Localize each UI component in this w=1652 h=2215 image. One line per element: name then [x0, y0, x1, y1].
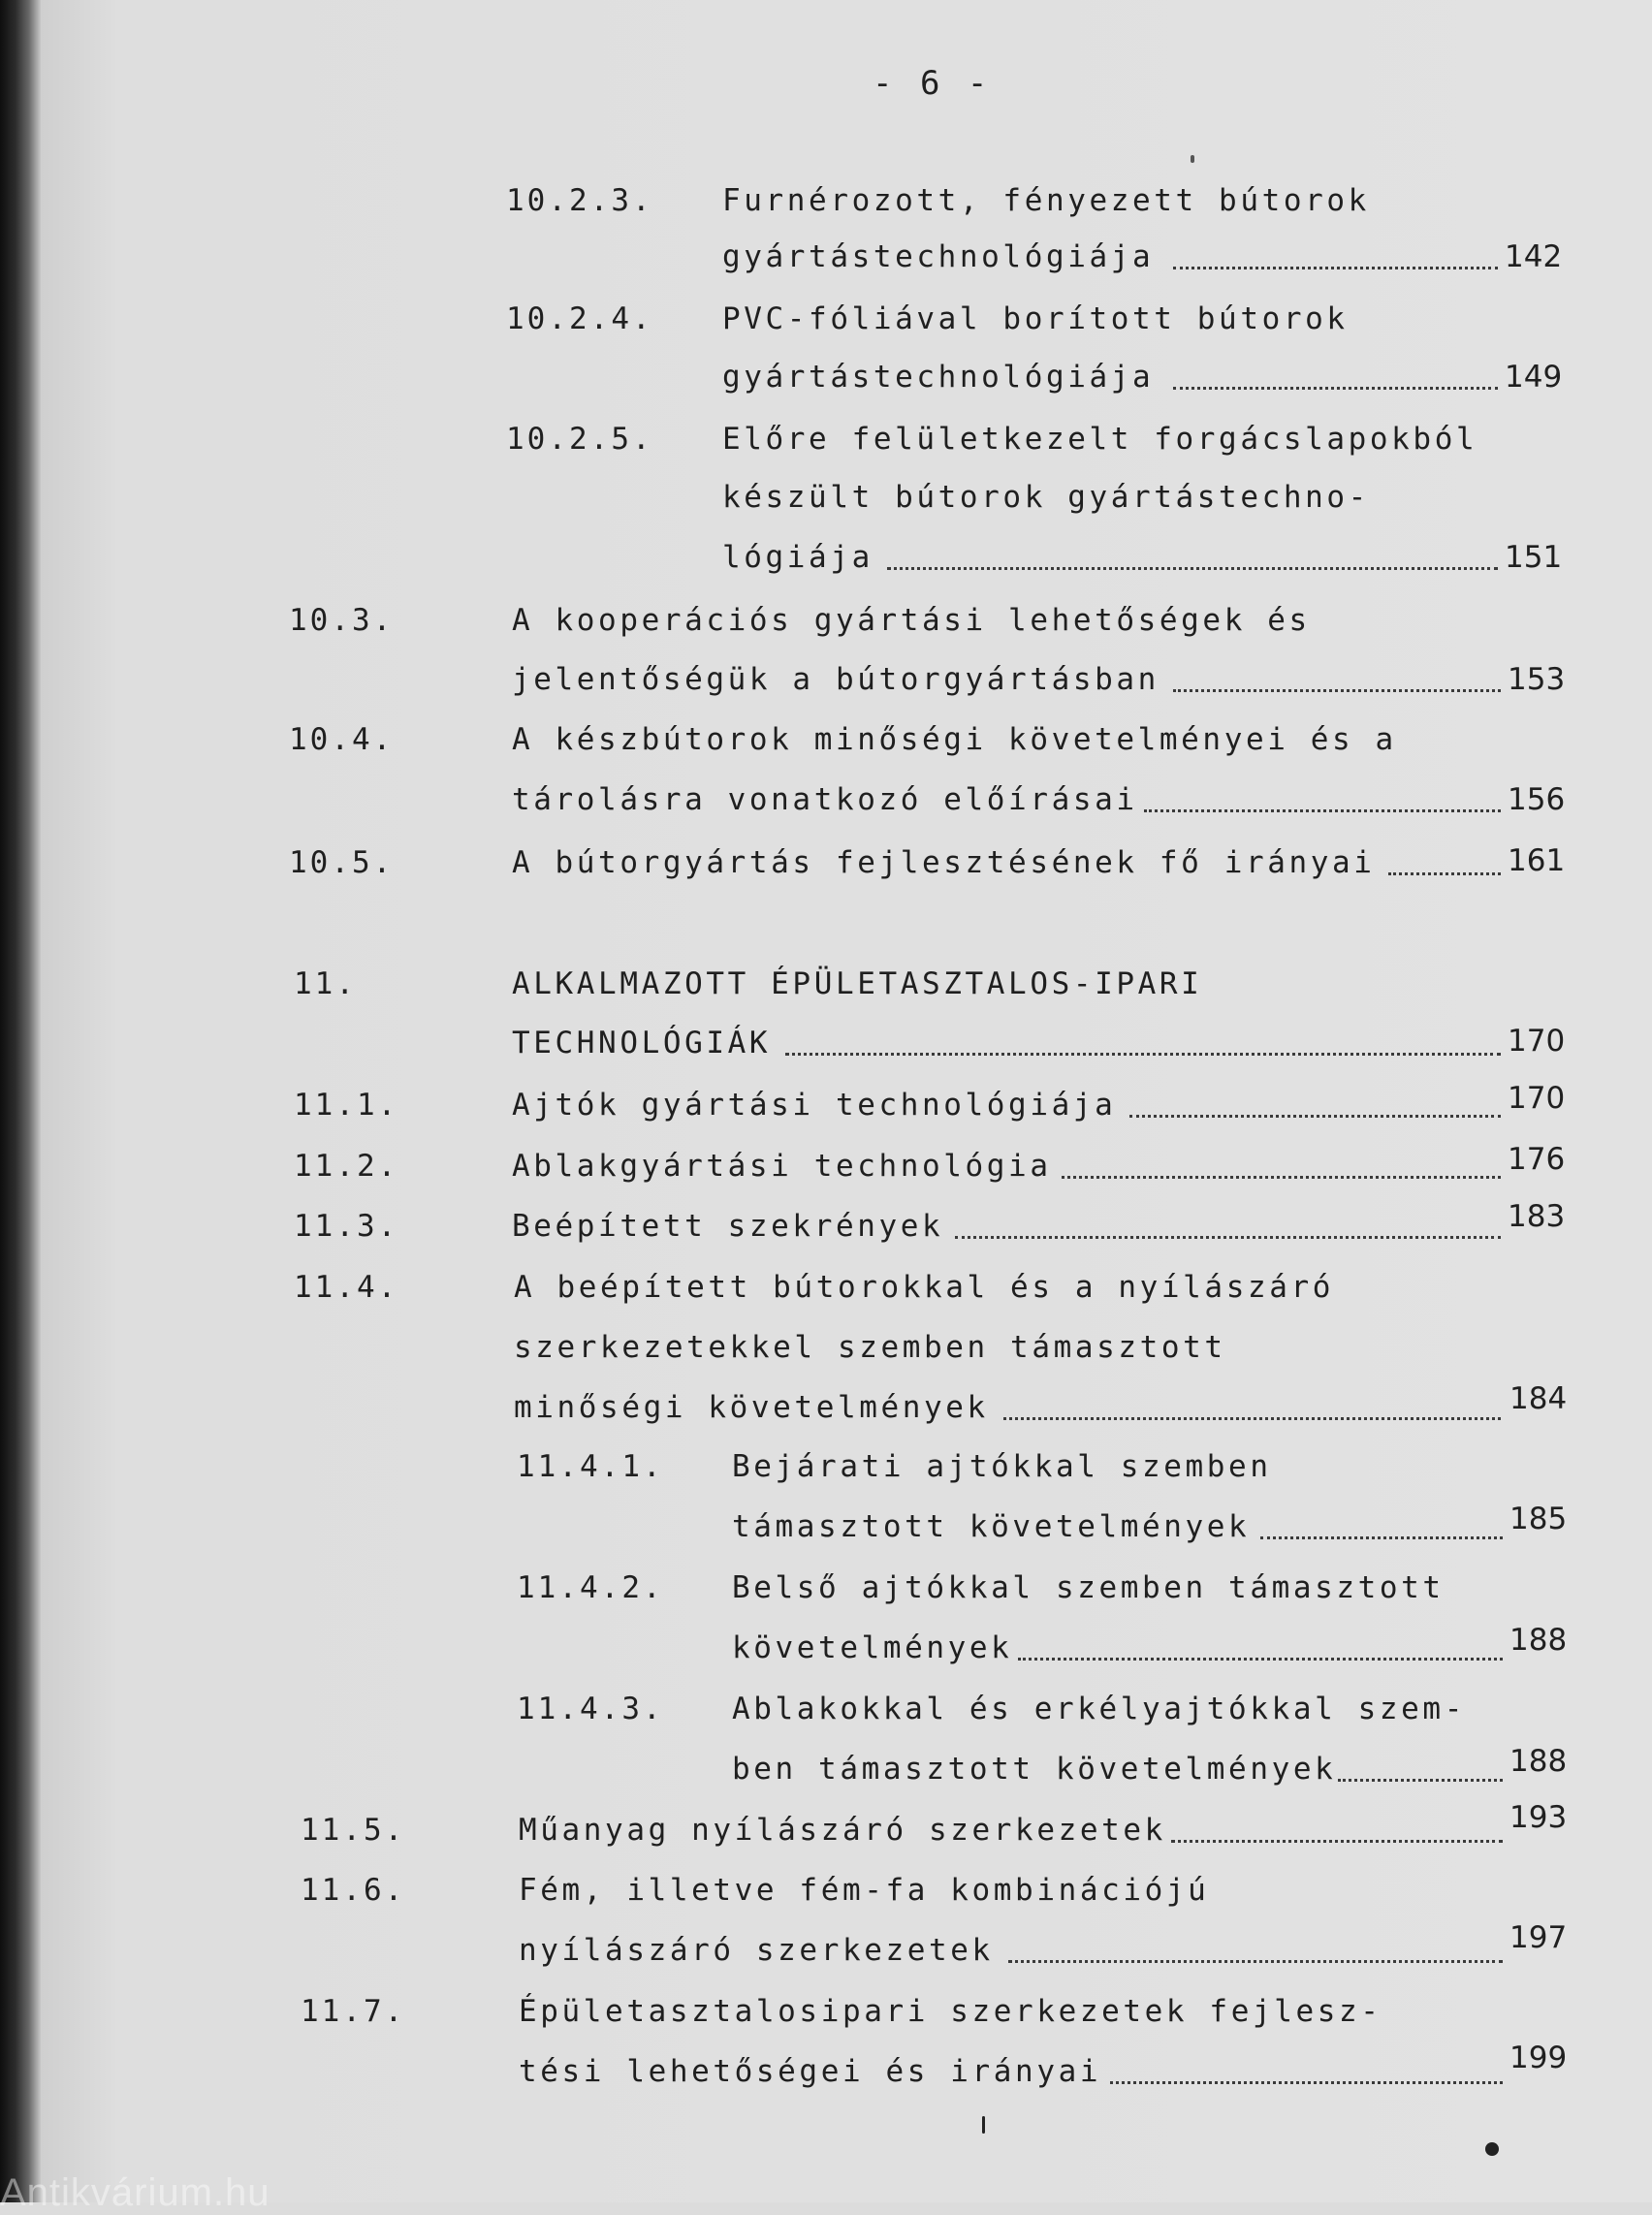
toc-entry-number: 10.3. — [289, 603, 395, 638]
toc-entry-title: követelmények — [732, 1630, 1013, 1665]
dot-leader — [1173, 689, 1501, 692]
toc-entry-title: A bútorgyártás fejlesztésének fő irányai — [512, 845, 1376, 880]
toc-entry-title: készült bútorok gyártástechno- — [722, 480, 1370, 515]
scan-speck — [982, 2116, 985, 2134]
toc-page-number: 188 — [1509, 1744, 1568, 1779]
toc-page-number: 197 — [1509, 1920, 1568, 1955]
toc-entry-title: szerkezetekkel szemben támasztott — [514, 1330, 1226, 1365]
dot-leader — [1062, 1176, 1501, 1179]
dot-leader — [1171, 1840, 1503, 1843]
toc-entry-title: Furnérozott, fényezett bútorok — [722, 183, 1370, 218]
toc-entry-number: 11.6. — [301, 1873, 406, 1908]
toc-page-number: 142 — [1505, 239, 1563, 274]
dot-leader — [1338, 1779, 1503, 1782]
toc-entry-number: 11.7. — [301, 1994, 406, 2029]
toc-entry-number: 10.2.3. — [506, 183, 653, 218]
toc-entry-title: ben támasztott követelmények — [732, 1752, 1337, 1787]
toc-entry-title: Belső ajtókkal szemben támasztott — [732, 1570, 1445, 1605]
toc-entry-title: Ajtók gyártási technológiája — [512, 1088, 1117, 1123]
toc-page-number: 185 — [1509, 1502, 1568, 1536]
toc-entry-title: A beépített bútorokkal és a nyílászáró — [514, 1270, 1335, 1305]
toc-entry-title: Épületasztalosipari szerkezetek fejlesz- — [519, 1994, 1382, 2029]
toc-page-number: 199 — [1509, 2041, 1568, 2075]
toc-entry-number: 11. — [294, 966, 357, 1001]
toc-page-number: 149 — [1505, 360, 1563, 395]
dot-leader — [1260, 1536, 1503, 1539]
dot-leader — [887, 567, 1498, 570]
toc-entry-title: TECHNOLÓGIÁK — [512, 1026, 772, 1060]
toc-page-number: 161 — [1508, 843, 1566, 878]
toc-page-number: 193 — [1509, 1800, 1568, 1835]
toc-entry-title: támasztott követelmények — [732, 1509, 1251, 1544]
scan-edge-shadow — [0, 0, 41, 2202]
scan-speck — [1485, 2142, 1499, 2156]
toc-entry-title: Beépített szekrények — [512, 1209, 944, 1244]
toc-page-number: 188 — [1509, 1623, 1568, 1658]
toc-entry-number: 11.4.2. — [517, 1570, 664, 1605]
toc-entry-title: Fém, illetve fém-fa kombinációjú — [519, 1873, 1210, 1908]
toc-entry-title: Bejárati ajtókkal szemben — [732, 1449, 1272, 1484]
toc-entry-title: nyílászáró szerkezetek — [519, 1933, 994, 1968]
toc-page-number: 184 — [1509, 1381, 1568, 1416]
toc-entry-title: A kooperációs gyártási lehetőségek és — [512, 603, 1311, 638]
toc-entry-number: 11.4.1. — [517, 1449, 664, 1484]
toc-page-number: 170 — [1508, 1081, 1566, 1116]
toc-entry-number: 10.2.4. — [506, 301, 653, 336]
scan-speck — [1191, 155, 1194, 163]
dot-leader — [955, 1236, 1501, 1239]
toc-entry-title: jelentőségük a bútorgyártásban — [512, 662, 1160, 697]
dot-leader — [1018, 1658, 1503, 1661]
toc-entry-title: PVC-fóliával borított bútorok — [722, 301, 1349, 336]
toc-page-number: 151 — [1505, 540, 1563, 575]
toc-entry-title: Ablakgyártási technológia — [512, 1149, 1052, 1184]
toc-entry-number: 11.4.3. — [517, 1692, 664, 1726]
toc-entry-title: tési lehetőségei és irányai — [519, 2054, 1102, 2089]
toc-entry-number: 11.5. — [301, 1813, 406, 1848]
toc-page-number: 183 — [1508, 1199, 1566, 1234]
toc-page-number: 176 — [1508, 1142, 1566, 1177]
toc-entry-title: Műanyag nyílászáró szerkezetek — [519, 1813, 1166, 1848]
dot-leader — [1144, 809, 1501, 812]
toc-entry-number: 11.4. — [294, 1270, 399, 1305]
toc-page-number: 156 — [1508, 782, 1566, 817]
toc-page-number: 170 — [1508, 1024, 1566, 1059]
toc-entry-number: 10.5. — [289, 845, 395, 880]
toc-entry-title: Előre felületkezelt forgácslapokból — [722, 422, 1478, 457]
watermark-text: Antikvárium.hu — [0, 2171, 270, 2214]
toc-entry-title: A készbútorok minőségi követelményei és a — [512, 722, 1397, 757]
dot-leader — [785, 1053, 1501, 1056]
toc-entry-title: gyártástechnológiája — [722, 360, 1155, 395]
toc-entry-number: 10.4. — [289, 722, 395, 757]
toc-entry-number: 11.2. — [294, 1149, 399, 1184]
toc-entry-number: 11.3. — [294, 1209, 399, 1244]
toc-entry-title: tárolásra vonatkozó előírásai — [512, 782, 1138, 817]
dot-leader — [1173, 267, 1498, 269]
toc-entry-title: gyártástechnológiája — [722, 239, 1155, 274]
dot-leader — [1388, 872, 1501, 875]
dot-leader — [1008, 1960, 1503, 1963]
dot-leader — [1003, 1417, 1501, 1420]
dot-leader — [1129, 1115, 1501, 1118]
toc-entry-title: Ablakokkal és erkélyajtókkal szem- — [732, 1692, 1466, 1726]
toc-entry-title: minőségi követelmények — [514, 1390, 989, 1425]
dot-leader — [1173, 387, 1498, 390]
dot-leader — [1110, 2081, 1503, 2084]
toc-entry-number: 10.2.5. — [506, 422, 653, 457]
toc-entry-title: ALKALMAZOTT ÉPÜLETASZTALOS-IPARI — [512, 966, 1203, 1001]
page-number: - 6 - — [873, 64, 992, 103]
toc-entry-title: lógiája — [722, 540, 874, 575]
toc-entry-number: 11.1. — [294, 1088, 399, 1123]
toc-page-number: 153 — [1508, 662, 1566, 697]
